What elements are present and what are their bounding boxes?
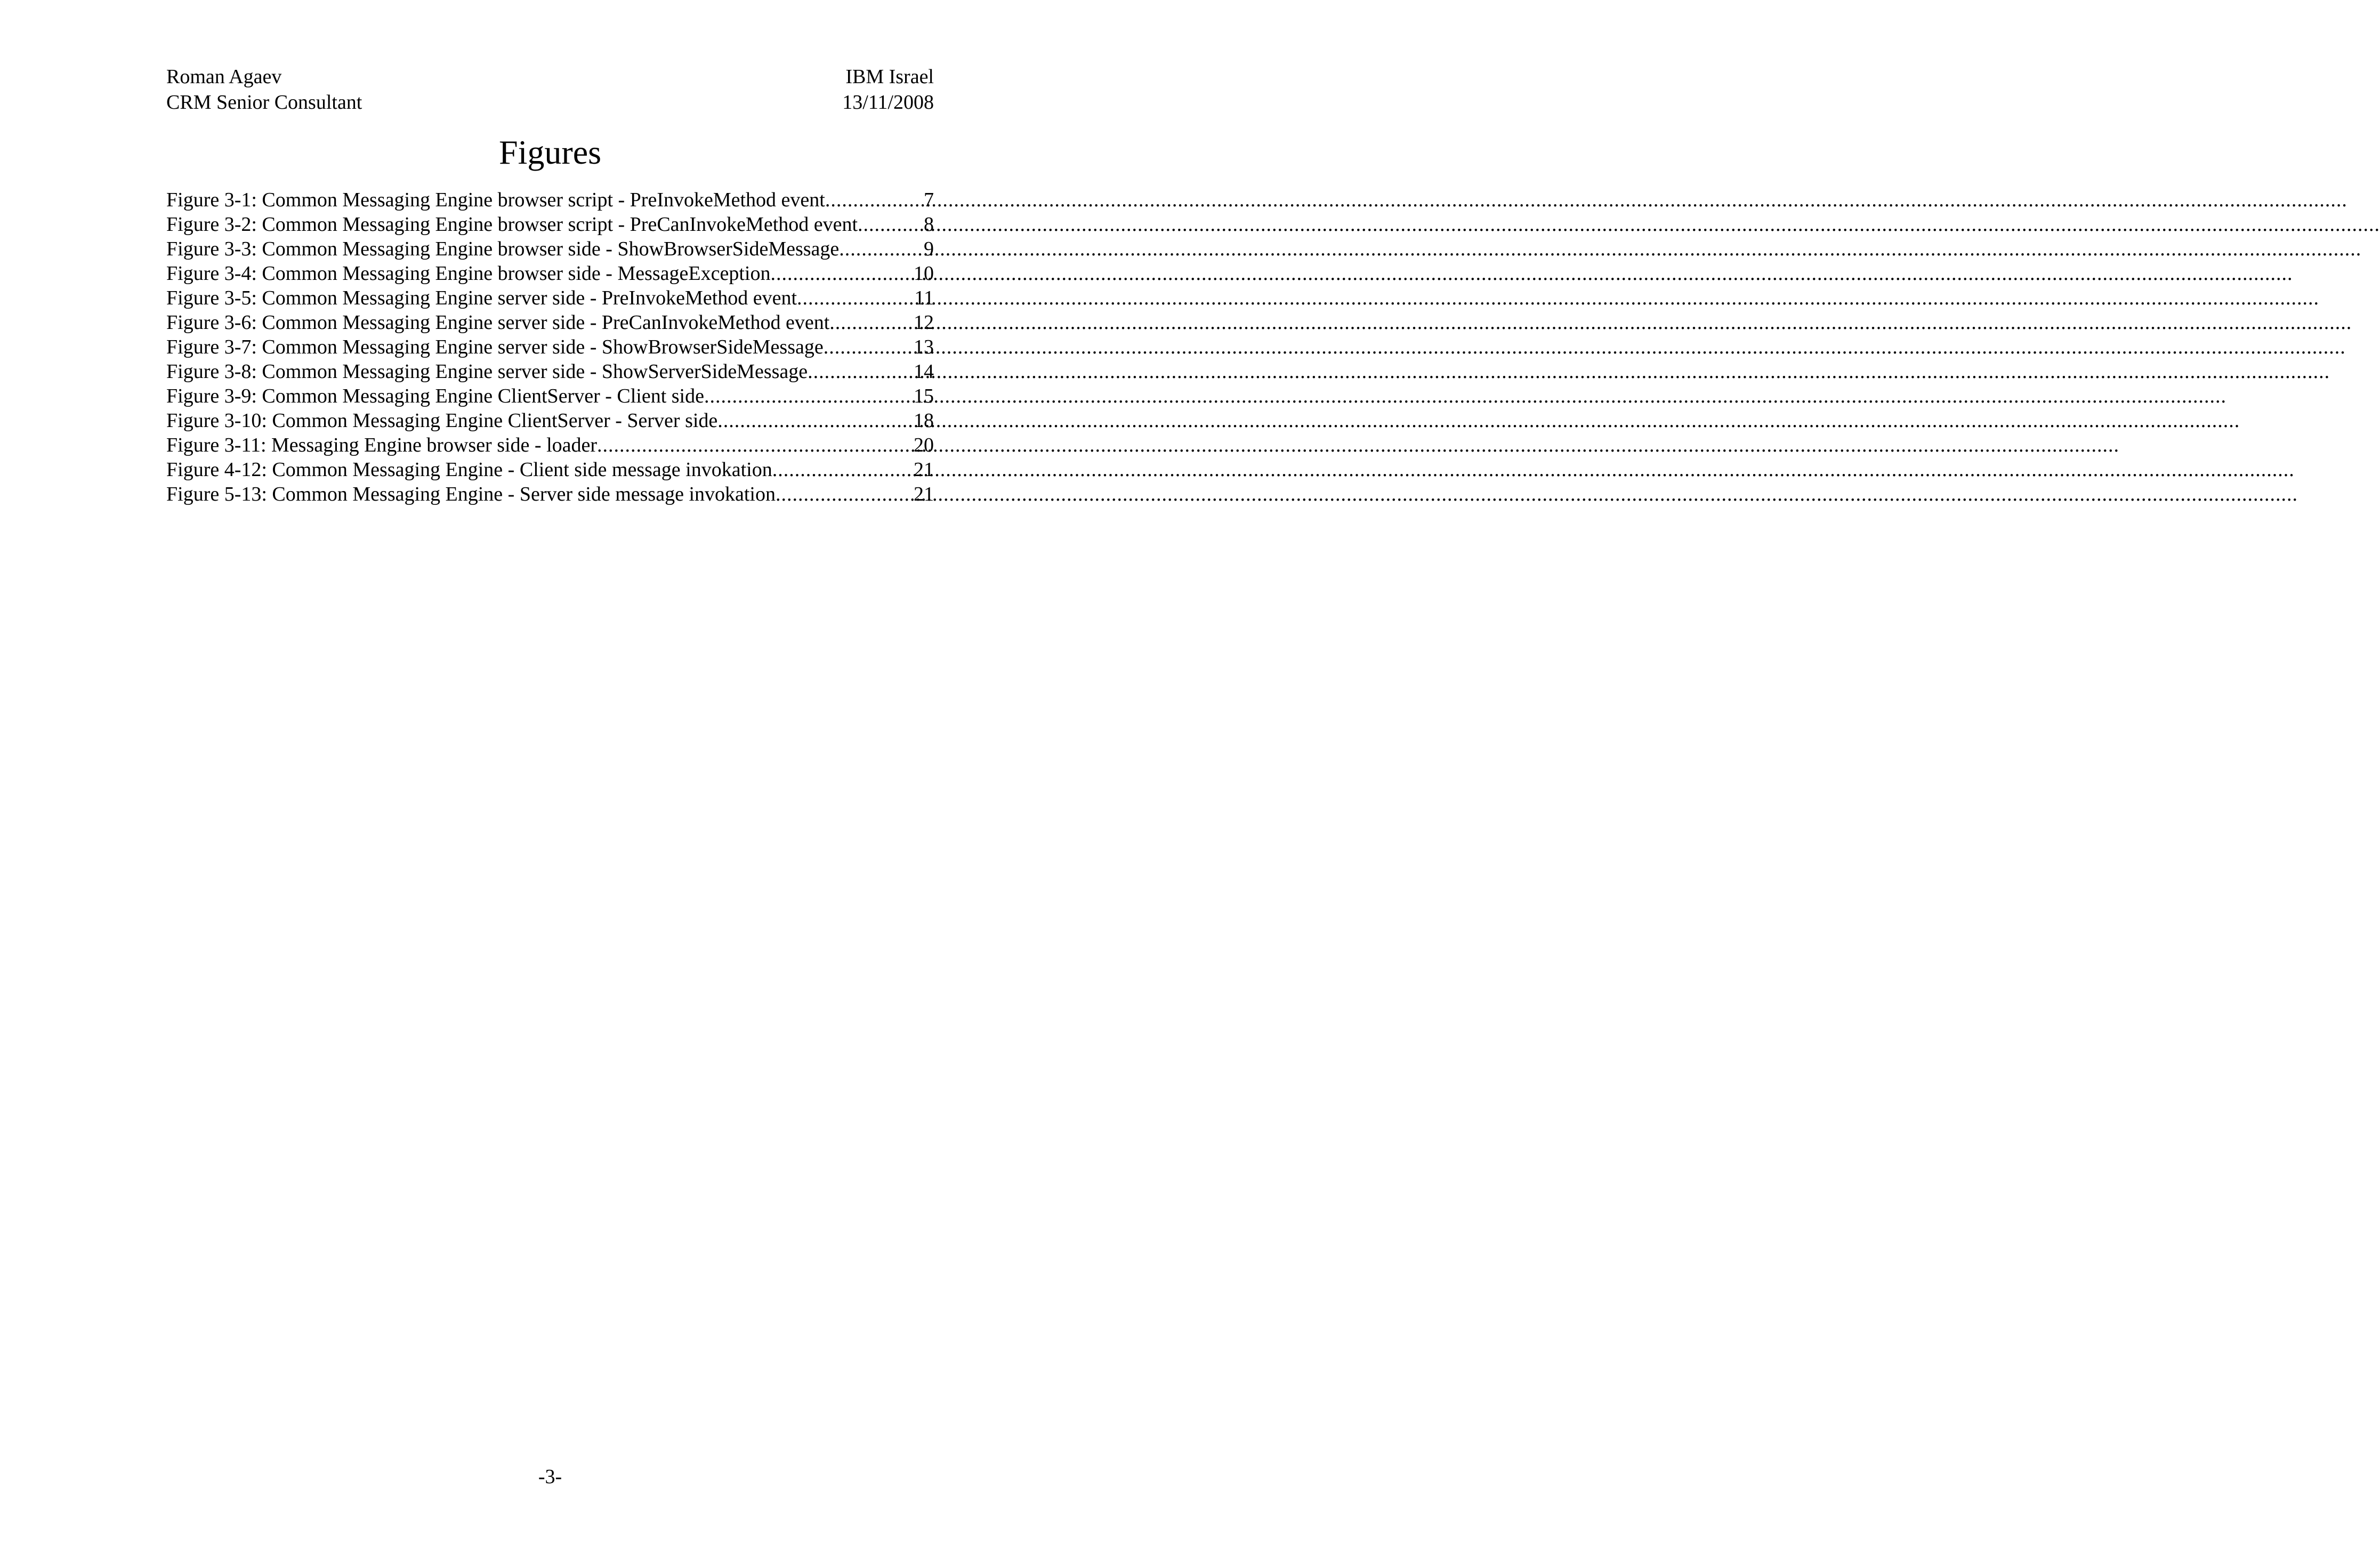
toc-entry-page: 12 [914, 311, 934, 334]
toc-entry-label: Figure 3-5: Common Messaging Engine server side - PreInvokeMethod event [166, 287, 797, 309]
toc-dot-leader [824, 335, 913, 359]
toc-entry-page: 21 [914, 483, 934, 505]
toc-entry-label: Figure 3-10: Common Messaging Engine ClientServer - Server side [166, 409, 718, 432]
document-page [0, 0, 1092, 1545]
toc-dot-leader [797, 286, 913, 310]
toc-entry[interactable] [166, 433, 934, 457]
toc-entry-label: Figure 3-11: Messaging Engine browser side - loader [166, 434, 598, 456]
toc-entry-page: 14 [914, 360, 934, 383]
header-row-2 [166, 90, 934, 115]
toc-entry-page: 18 [914, 409, 934, 432]
company-name: IBM Israel [845, 66, 934, 88]
page-header [166, 64, 934, 115]
toc-entry[interactable] [166, 384, 934, 408]
toc-dot-leader [770, 261, 913, 286]
toc-entry[interactable] [166, 482, 934, 506]
toc-entry[interactable] [166, 188, 934, 212]
toc-entry-page: 21 [914, 458, 934, 481]
toc-dot-leader [717, 408, 913, 433]
toc-entry-label: Figure 4-12: Common Messaging Engine - Client side message invokation [166, 458, 772, 481]
page-title: Figures [499, 133, 601, 171]
toc-dot-leader [829, 310, 913, 335]
toc-dot-leader [597, 433, 913, 457]
toc-entry-page: 11 [914, 287, 934, 309]
toc-entry-page: 8 [924, 213, 934, 236]
toc-dot-leader [776, 482, 913, 506]
author-name: Roman Agaev [166, 66, 282, 88]
toc-entry-label: Figure 3-9: Common Messaging Engine ClientServer - Client side [166, 385, 704, 407]
toc-entry-page: 13 [914, 336, 934, 358]
toc-entry-page: 20 [914, 434, 934, 456]
toc-entry-label: Figure 3-6: Common Messaging Engine server side - PreCanInvokeMethod event [166, 311, 830, 334]
toc-entry-label: Figure 3-2: Common Messaging Engine browser script - PreCanInvokeMethod event [166, 213, 858, 236]
toc-dot-leader [704, 384, 913, 408]
toc-dot-leader [825, 188, 923, 212]
toc-entry-label: Figure 3-7: Common Messaging Engine server side - ShowBrowserSideMessage [166, 336, 824, 358]
toc-entry-page: 15 [914, 385, 934, 407]
toc-dot-leader [808, 359, 913, 384]
toc-dot-leader [839, 237, 923, 261]
toc-dot-leader [772, 457, 913, 482]
toc-entry-label: Figure 5-13: Common Messaging Engine - Server side message invokation [166, 483, 776, 505]
figures-list [166, 188, 934, 506]
toc-entry[interactable] [166, 457, 934, 482]
toc-entry-page: 9 [924, 238, 934, 260]
toc-entry[interactable] [166, 237, 934, 261]
toc-entry-page: 7 [924, 189, 934, 211]
header-row-1 [166, 64, 934, 90]
toc-entry[interactable] [166, 408, 934, 433]
document-date: 13/11/2008 [842, 91, 934, 114]
toc-entry-label: Figure 3-8: Common Messaging Engine server side - ShowServerSideMessage [166, 360, 808, 383]
toc-entry-page: 10 [914, 262, 934, 285]
toc-entry-label: Figure 3-4: Common Messaging Engine browser side - MessageException [166, 262, 771, 285]
toc-entry[interactable] [166, 335, 934, 359]
toc-entry[interactable] [166, 212, 934, 237]
toc-entry-label: Figure 3-1: Common Messaging Engine browser script - PreInvokeMethod event [166, 189, 825, 211]
author-role: CRM Senior Consultant [166, 91, 362, 114]
page-number: -3- [538, 1466, 562, 1488]
toc-entry-label: Figure 3-3: Common Messaging Engine browser side - ShowBrowserSideMessage [166, 238, 840, 260]
toc-entry[interactable] [166, 286, 934, 310]
toc-dot-leader [858, 212, 923, 237]
toc-entry[interactable] [166, 359, 934, 384]
toc-entry[interactable] [166, 261, 934, 286]
toc-entry[interactable] [166, 310, 934, 335]
